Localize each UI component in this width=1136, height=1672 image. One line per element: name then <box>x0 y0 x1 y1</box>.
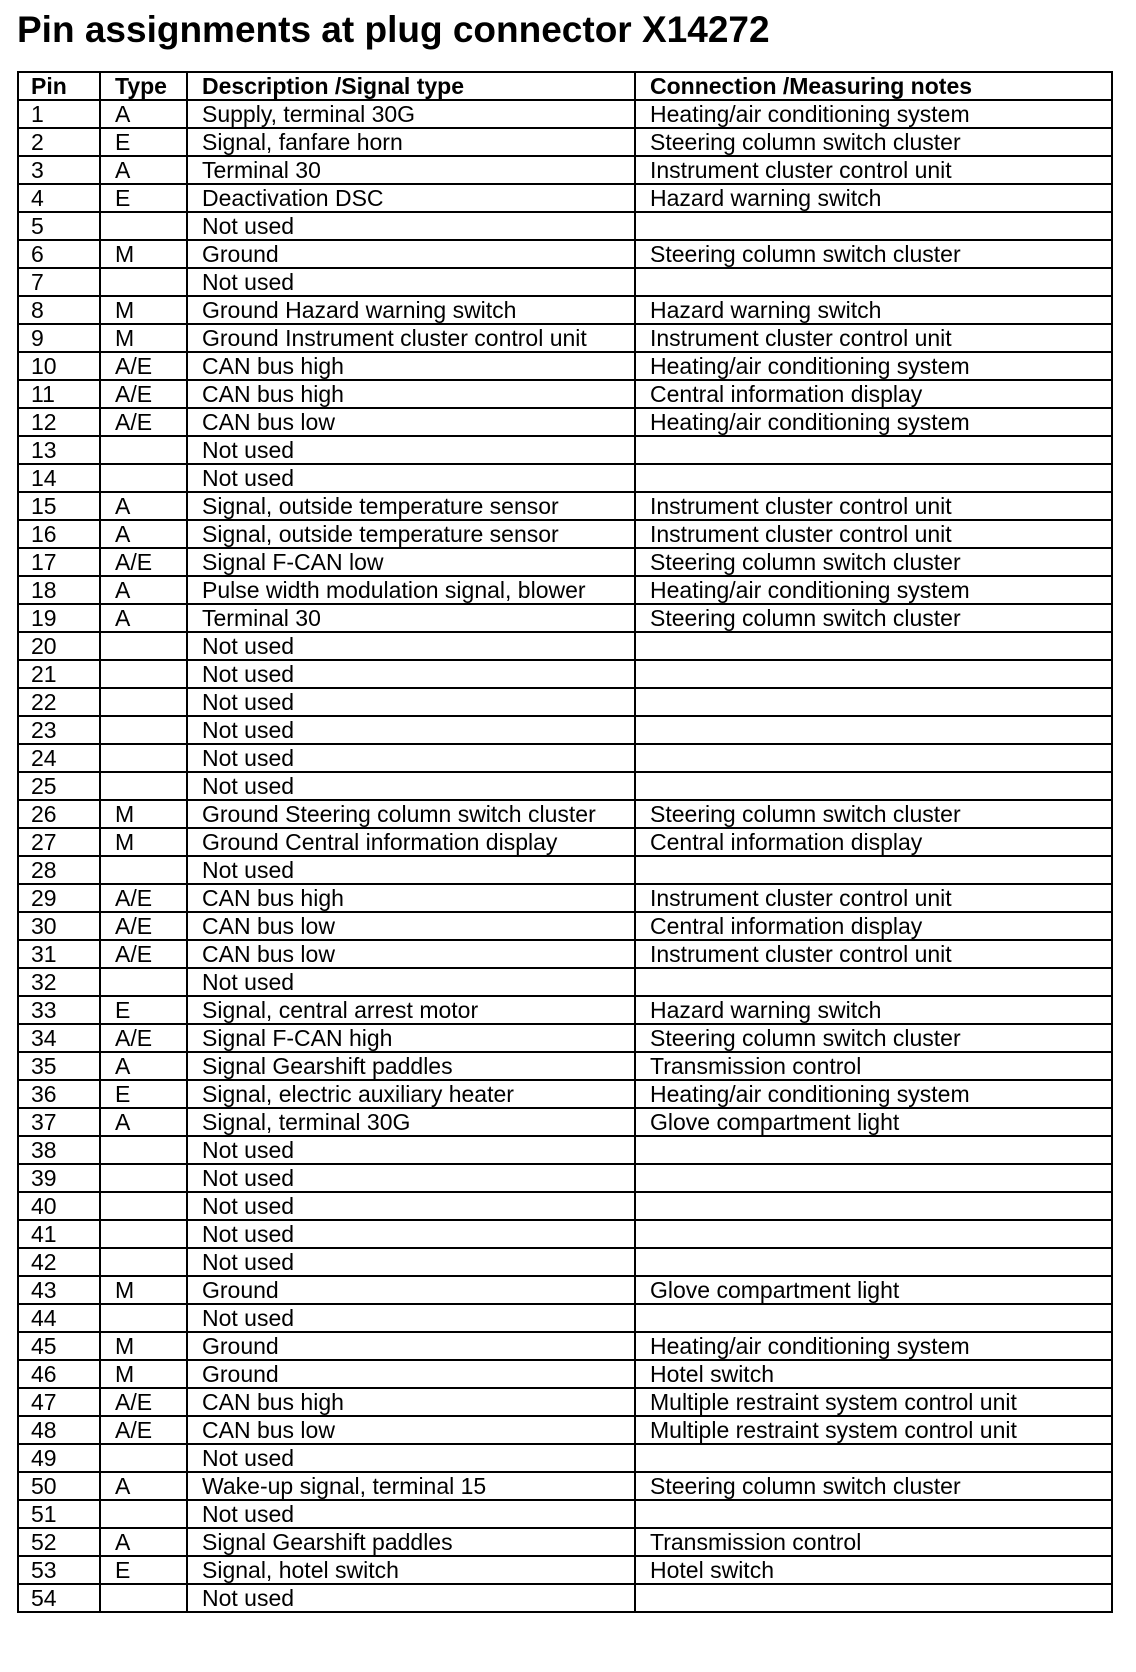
connection-cell <box>635 688 1112 716</box>
table-row <box>18 1472 1112 1500</box>
type-cell: E <box>100 1080 187 1108</box>
type-cell: M <box>100 828 187 856</box>
pin-cell: 40 <box>18 1192 100 1220</box>
type-cell: A <box>100 576 187 604</box>
pin-cell: 12 <box>18 408 100 436</box>
pin-cell: 34 <box>18 1024 100 1052</box>
type-cell: A/E <box>100 1388 187 1416</box>
type-cell: A/E <box>100 380 187 408</box>
connection-cell <box>635 856 1112 884</box>
table-row <box>18 212 1112 240</box>
type-cell: E <box>100 1556 187 1584</box>
pin-cell: 38 <box>18 1136 100 1164</box>
connection-cell: Heating/air conditioning system <box>635 1332 1112 1360</box>
type-cell: M <box>100 296 187 324</box>
pin-cell: 30 <box>18 912 100 940</box>
description-cell: Not used <box>187 1192 635 1220</box>
connection-cell <box>635 772 1112 800</box>
type-cell <box>100 1192 187 1220</box>
description-cell: Terminal 30 <box>187 156 635 184</box>
table-row <box>18 1052 1112 1080</box>
table-row <box>18 1444 1112 1472</box>
connection-cell: Multiple restraint system control unit <box>635 1416 1112 1444</box>
pin-cell: 24 <box>18 744 100 772</box>
connection-cell: Hazard warning switch <box>635 996 1112 1024</box>
description-cell: Ground Hazard warning switch <box>187 296 635 324</box>
description-cell: Supply, terminal 30G <box>187 100 635 128</box>
pin-cell: 17 <box>18 548 100 576</box>
table-row <box>18 884 1112 912</box>
pin-cell: 52 <box>18 1528 100 1556</box>
pin-cell: 45 <box>18 1332 100 1360</box>
type-cell: M <box>100 1276 187 1304</box>
connection-cell <box>635 1136 1112 1164</box>
type-cell <box>100 1248 187 1276</box>
type-cell <box>100 436 187 464</box>
table-row <box>18 828 1112 856</box>
pin-cell: 11 <box>18 380 100 408</box>
pin-cell: 20 <box>18 632 100 660</box>
type-cell: A <box>100 1108 187 1136</box>
pin-cell: 10 <box>18 352 100 380</box>
connection-cell: Transmission control <box>635 1052 1112 1080</box>
connection-cell <box>635 1220 1112 1248</box>
type-cell: A/E <box>100 912 187 940</box>
table-row <box>18 1304 1112 1332</box>
pin-cell: 25 <box>18 772 100 800</box>
table-row <box>18 1220 1112 1248</box>
connection-cell: Central information display <box>635 912 1112 940</box>
pin-cell: 7 <box>18 268 100 296</box>
pin-cell: 48 <box>18 1416 100 1444</box>
header-connection: Connection /Measuring notes <box>635 72 1112 100</box>
pin-cell: 33 <box>18 996 100 1024</box>
description-cell: Not used <box>187 1136 635 1164</box>
connection-cell: Multiple restraint system control unit <box>635 1388 1112 1416</box>
description-cell: Not used <box>187 968 635 996</box>
description-cell: Signal F-CAN high <box>187 1024 635 1052</box>
description-cell: Signal, outside temperature sensor <box>187 520 635 548</box>
description-cell: Not used <box>187 1304 635 1332</box>
table-row <box>18 688 1112 716</box>
description-cell: Not used <box>187 1584 635 1612</box>
connection-cell <box>635 968 1112 996</box>
type-cell: A/E <box>100 352 187 380</box>
pin-cell: 4 <box>18 184 100 212</box>
table-row <box>18 716 1112 744</box>
connection-cell: Heating/air conditioning system <box>635 408 1112 436</box>
pin-cell: 42 <box>18 1248 100 1276</box>
connection-cell <box>635 744 1112 772</box>
table-row <box>18 1556 1112 1584</box>
table-row <box>18 1136 1112 1164</box>
type-cell: M <box>100 800 187 828</box>
table-row <box>18 380 1112 408</box>
pin-cell: 31 <box>18 940 100 968</box>
description-cell: CAN bus low <box>187 1416 635 1444</box>
table-row <box>18 268 1112 296</box>
connection-cell <box>635 1304 1112 1332</box>
type-cell <box>100 464 187 492</box>
description-cell: Not used <box>187 212 635 240</box>
table-row <box>18 352 1112 380</box>
pin-cell: 1 <box>18 100 100 128</box>
table-row <box>18 912 1112 940</box>
pin-cell: 16 <box>18 520 100 548</box>
description-cell: CAN bus low <box>187 940 635 968</box>
table-row <box>18 324 1112 352</box>
type-cell: A/E <box>100 884 187 912</box>
table-row <box>18 1164 1112 1192</box>
description-cell: CAN bus high <box>187 884 635 912</box>
type-cell <box>100 1136 187 1164</box>
description-cell: Not used <box>187 688 635 716</box>
header-pin: Pin <box>18 72 100 100</box>
connection-cell: Steering column switch cluster <box>635 128 1112 156</box>
type-cell <box>100 1164 187 1192</box>
type-cell: A <box>100 604 187 632</box>
pin-cell: 46 <box>18 1360 100 1388</box>
pin-cell: 14 <box>18 464 100 492</box>
description-cell: CAN bus high <box>187 380 635 408</box>
type-cell <box>100 688 187 716</box>
pin-cell: 26 <box>18 800 100 828</box>
table-row <box>18 128 1112 156</box>
connection-cell: Hazard warning switch <box>635 296 1112 324</box>
type-cell: M <box>100 1332 187 1360</box>
connection-cell <box>635 1444 1112 1472</box>
description-cell: Not used <box>187 660 635 688</box>
type-cell <box>100 856 187 884</box>
description-cell: CAN bus high <box>187 1388 635 1416</box>
type-cell <box>100 772 187 800</box>
description-cell: Signal, central arrest motor <box>187 996 635 1024</box>
connection-cell: Heating/air conditioning system <box>635 100 1112 128</box>
type-cell: A <box>100 100 187 128</box>
table-row <box>18 660 1112 688</box>
table-row <box>18 1248 1112 1276</box>
description-cell: Signal, hotel switch <box>187 1556 635 1584</box>
description-cell: Ground <box>187 1332 635 1360</box>
type-cell: E <box>100 128 187 156</box>
type-cell: M <box>100 1360 187 1388</box>
table-row <box>18 408 1112 436</box>
connection-cell: Steering column switch cluster <box>635 1024 1112 1052</box>
connection-cell <box>635 464 1112 492</box>
pin-cell: 9 <box>18 324 100 352</box>
connection-cell: Transmission control <box>635 1528 1112 1556</box>
connection-cell <box>635 716 1112 744</box>
connection-cell: Steering column switch cluster <box>635 1472 1112 1500</box>
table-body <box>18 100 1112 1612</box>
pin-cell: 22 <box>18 688 100 716</box>
table-row <box>18 436 1112 464</box>
description-cell: Ground Steering column switch cluster <box>187 800 635 828</box>
description-cell: Ground <box>187 1360 635 1388</box>
pin-cell: 37 <box>18 1108 100 1136</box>
pin-cell: 43 <box>18 1276 100 1304</box>
type-cell <box>100 716 187 744</box>
description-cell: Not used <box>187 632 635 660</box>
connection-cell: Instrument cluster control unit <box>635 492 1112 520</box>
description-cell: Signal Gearshift paddles <box>187 1528 635 1556</box>
table-row <box>18 996 1112 1024</box>
pin-cell: 49 <box>18 1444 100 1472</box>
pin-cell: 13 <box>18 436 100 464</box>
type-cell: E <box>100 184 187 212</box>
connection-cell: Instrument cluster control unit <box>635 156 1112 184</box>
pin-cell: 39 <box>18 1164 100 1192</box>
table-row <box>18 184 1112 212</box>
pin-cell: 41 <box>18 1220 100 1248</box>
table-row <box>18 1108 1112 1136</box>
connection-cell: Steering column switch cluster <box>635 240 1112 268</box>
connection-cell: Heating/air conditioning system <box>635 352 1112 380</box>
pin-cell: 53 <box>18 1556 100 1584</box>
table-row <box>18 632 1112 660</box>
description-cell: Not used <box>187 772 635 800</box>
table-row <box>18 856 1112 884</box>
description-cell: Deactivation DSC <box>187 184 635 212</box>
type-cell: A/E <box>100 1416 187 1444</box>
pin-cell: 36 <box>18 1080 100 1108</box>
pin-cell: 29 <box>18 884 100 912</box>
pin-assignment-table <box>17 71 1113 1613</box>
description-cell: CAN bus low <box>187 912 635 940</box>
connection-cell <box>635 660 1112 688</box>
pin-cell: 5 <box>18 212 100 240</box>
connection-cell: Steering column switch cluster <box>635 548 1112 576</box>
description-cell: Signal, fanfare horn <box>187 128 635 156</box>
connection-cell <box>635 1584 1112 1612</box>
type-cell: M <box>100 240 187 268</box>
pin-cell: 15 <box>18 492 100 520</box>
pin-cell: 18 <box>18 576 100 604</box>
table-row <box>18 492 1112 520</box>
table-row <box>18 940 1112 968</box>
connection-cell: Hotel switch <box>635 1556 1112 1584</box>
pin-cell: 32 <box>18 968 100 996</box>
type-cell: M <box>100 324 187 352</box>
table-row <box>18 296 1112 324</box>
type-cell <box>100 1220 187 1248</box>
table-row <box>18 464 1112 492</box>
type-cell: A/E <box>100 940 187 968</box>
pin-cell: 23 <box>18 716 100 744</box>
pin-cell: 6 <box>18 240 100 268</box>
connection-cell: Steering column switch cluster <box>635 604 1112 632</box>
pin-cell: 51 <box>18 1500 100 1528</box>
table-row <box>18 576 1112 604</box>
table-row <box>18 1500 1112 1528</box>
description-cell: Not used <box>187 856 635 884</box>
pin-cell: 54 <box>18 1584 100 1612</box>
description-cell: Ground Instrument cluster control unit <box>187 324 635 352</box>
table-row <box>18 1388 1112 1416</box>
connection-cell: Instrument cluster control unit <box>635 324 1112 352</box>
description-cell: Pulse width modulation signal, blower <box>187 576 635 604</box>
description-cell: Signal Gearshift paddles <box>187 1052 635 1080</box>
table-row <box>18 156 1112 184</box>
connection-cell: Central information display <box>635 380 1112 408</box>
table-row <box>18 240 1112 268</box>
connection-cell: Hazard warning switch <box>635 184 1112 212</box>
table-row <box>18 1024 1112 1052</box>
table-row <box>18 1416 1112 1444</box>
description-cell: Not used <box>187 268 635 296</box>
header-description: Description /Signal type <box>187 72 635 100</box>
description-cell: Not used <box>187 1220 635 1248</box>
description-cell: Signal, terminal 30G <box>187 1108 635 1136</box>
description-cell: Not used <box>187 436 635 464</box>
connection-cell: Instrument cluster control unit <box>635 520 1112 548</box>
table-row <box>18 800 1112 828</box>
type-cell: E <box>100 996 187 1024</box>
table-row <box>18 1584 1112 1612</box>
connection-cell <box>635 1192 1112 1220</box>
connection-cell <box>635 632 1112 660</box>
description-cell: Not used <box>187 1444 635 1472</box>
type-cell <box>100 1304 187 1332</box>
description-cell: Signal F-CAN low <box>187 548 635 576</box>
table-row <box>18 548 1112 576</box>
connection-cell: Hotel switch <box>635 1360 1112 1388</box>
description-cell: Wake-up signal, terminal 15 <box>187 1472 635 1500</box>
type-cell: A <box>100 1528 187 1556</box>
type-cell <box>100 1444 187 1472</box>
table-row <box>18 772 1112 800</box>
pin-cell: 35 <box>18 1052 100 1080</box>
description-cell: Not used <box>187 1164 635 1192</box>
pin-cell: 50 <box>18 1472 100 1500</box>
header-type: Type <box>100 72 187 100</box>
table-header-row <box>18 72 1112 100</box>
table-row <box>18 1528 1112 1556</box>
table-row <box>18 1276 1112 1304</box>
connection-cell: Instrument cluster control unit <box>635 884 1112 912</box>
table-row <box>18 1192 1112 1220</box>
table-row <box>18 1360 1112 1388</box>
type-cell <box>100 660 187 688</box>
type-cell: A <box>100 1472 187 1500</box>
description-cell: Ground Central information display <box>187 828 635 856</box>
connection-cell <box>635 1164 1112 1192</box>
table-row <box>18 520 1112 548</box>
table-row <box>18 968 1112 996</box>
type-cell <box>100 744 187 772</box>
table-row <box>18 100 1112 128</box>
connection-cell <box>635 1248 1112 1276</box>
description-cell: Not used <box>187 464 635 492</box>
connection-cell: Glove compartment light <box>635 1276 1112 1304</box>
pin-cell: 19 <box>18 604 100 632</box>
type-cell: A <box>100 156 187 184</box>
type-cell: A <box>100 1052 187 1080</box>
connection-cell: Heating/air conditioning system <box>635 576 1112 604</box>
table-row <box>18 744 1112 772</box>
description-cell: Ground <box>187 1276 635 1304</box>
description-cell: CAN bus high <box>187 352 635 380</box>
pin-cell: 2 <box>18 128 100 156</box>
pin-cell: 47 <box>18 1388 100 1416</box>
pin-cell: 27 <box>18 828 100 856</box>
connection-cell: Steering column switch cluster <box>635 800 1112 828</box>
connection-cell: Central information display <box>635 828 1112 856</box>
table-row <box>18 604 1112 632</box>
type-cell: A/E <box>100 1024 187 1052</box>
connection-cell <box>635 212 1112 240</box>
type-cell <box>100 212 187 240</box>
description-cell: CAN bus low <box>187 408 635 436</box>
description-cell: Not used <box>187 1500 635 1528</box>
description-cell: Signal, electric auxiliary heater <box>187 1080 635 1108</box>
type-cell <box>100 632 187 660</box>
description-cell: Ground <box>187 240 635 268</box>
type-cell <box>100 1500 187 1528</box>
type-cell <box>100 1584 187 1612</box>
description-cell: Not used <box>187 744 635 772</box>
connection-cell: Instrument cluster control unit <box>635 940 1112 968</box>
type-cell <box>100 968 187 996</box>
connection-cell <box>635 1500 1112 1528</box>
pin-cell: 21 <box>18 660 100 688</box>
description-cell: Not used <box>187 716 635 744</box>
connection-cell <box>635 268 1112 296</box>
table-row <box>18 1332 1112 1360</box>
connection-cell: Heating/air conditioning system <box>635 1080 1112 1108</box>
type-cell: A/E <box>100 408 187 436</box>
type-cell: A/E <box>100 548 187 576</box>
pin-cell: 8 <box>18 296 100 324</box>
type-cell <box>100 268 187 296</box>
description-cell: Terminal 30 <box>187 604 635 632</box>
description-cell: Signal, outside temperature sensor <box>187 492 635 520</box>
pin-cell: 3 <box>18 156 100 184</box>
table-row <box>18 1080 1112 1108</box>
page-title: Pin assignments at plug connector X14272 <box>17 9 770 50</box>
type-cell: A <box>100 520 187 548</box>
connection-cell <box>635 436 1112 464</box>
description-cell: Not used <box>187 1248 635 1276</box>
connection-cell: Glove compartment light <box>635 1108 1112 1136</box>
type-cell: A <box>100 492 187 520</box>
pin-cell: 44 <box>18 1304 100 1332</box>
pin-cell: 28 <box>18 856 100 884</box>
